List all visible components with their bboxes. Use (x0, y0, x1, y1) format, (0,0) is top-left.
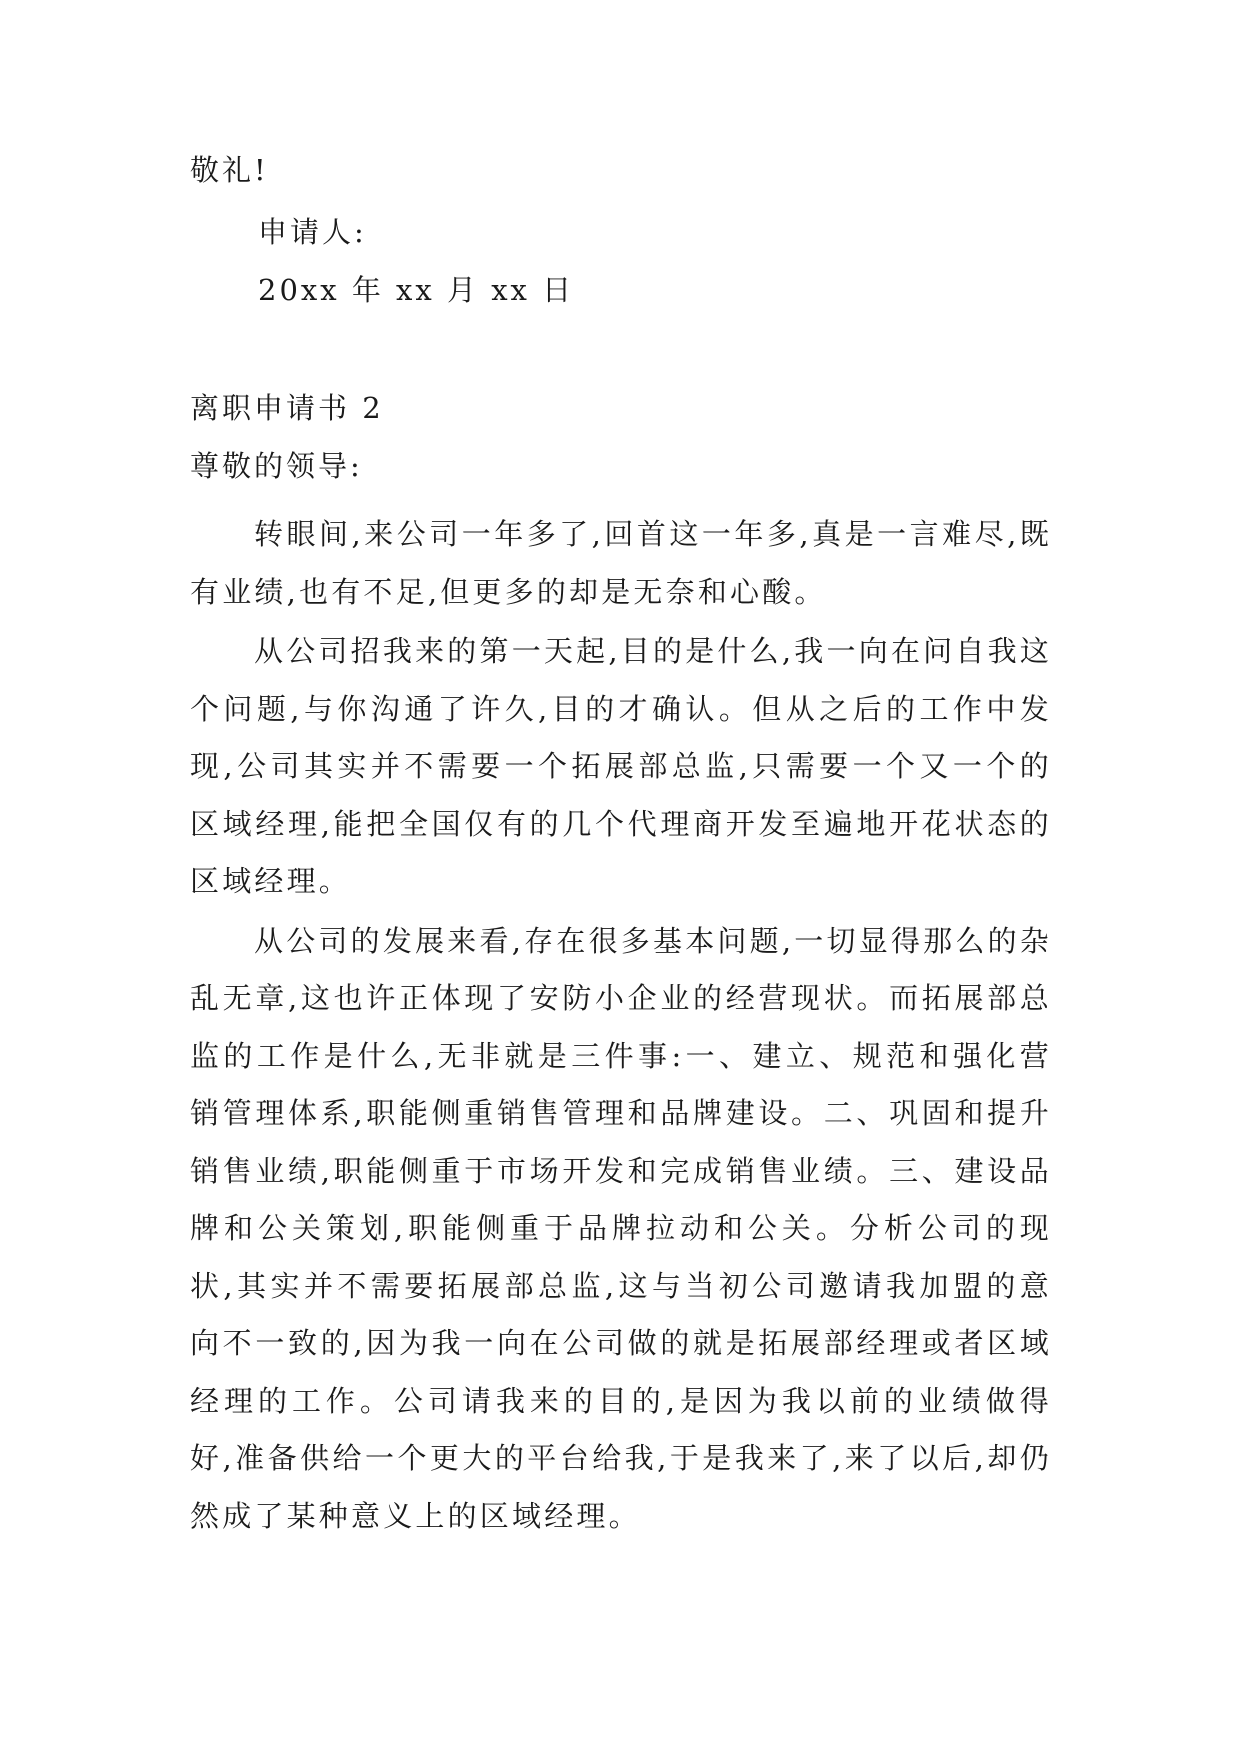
body-paragraph: 从公司的发展来看,存在很多基本问题,一切显得那么的杂乱无章,这也许正体现了安防小企业的经营现状。而拓展部总监的工作是什么,无非就是三件事:一、建立、规范和强化营销管理体系,职能侧重销售管理和品牌建设。二、巩固和提升销售业绩,职能侧重于市场开发和完成销售业绩。三、建设品牌和公关策划,职能侧重于品牌拉动和公关。分析公司的现状,其实并不需要拓展部总监,这与当初公司邀请我加盟的意向不一致的,因为我一向在公司做的就是拓展部经理或者区域经理的工作。公司请我来的目的,是因为我以前的业绩做得好,准备供给一个更大的平台给我,于是我来了,来了以后,却仍然成了某种意义上的区域经理。 (190, 923, 1052, 1533)
letter-content (190, 150, 1052, 1547)
salutation: 尊敬的领导: (190, 449, 363, 483)
body-paragraph: 转眼间,来公司一年多了,回首这一年多,真是一言难尽,既有业绩,也有不足,但更多的却是无奈和心酸。 (190, 517, 1052, 609)
body-paragraph: 从公司招我来的第一天起,目的是什么,我一向在问自我这个问题,与你沟通了许久,目的才确认。但从之后的工作中发现,公司其实并不需要一个拓展部总监,只需要一个又一个的区域经理,能把全国仅有的几个代理商开发至遍地开花状态的区域经理。 (190, 634, 1052, 898)
applicant-label: 申请人: (258, 215, 367, 249)
section-title: 离职申请书 2 (190, 391, 384, 425)
closing-line: 敬礼! (190, 153, 269, 187)
signature-date: 20xx 年 xx 月 xx 日 (258, 273, 575, 307)
